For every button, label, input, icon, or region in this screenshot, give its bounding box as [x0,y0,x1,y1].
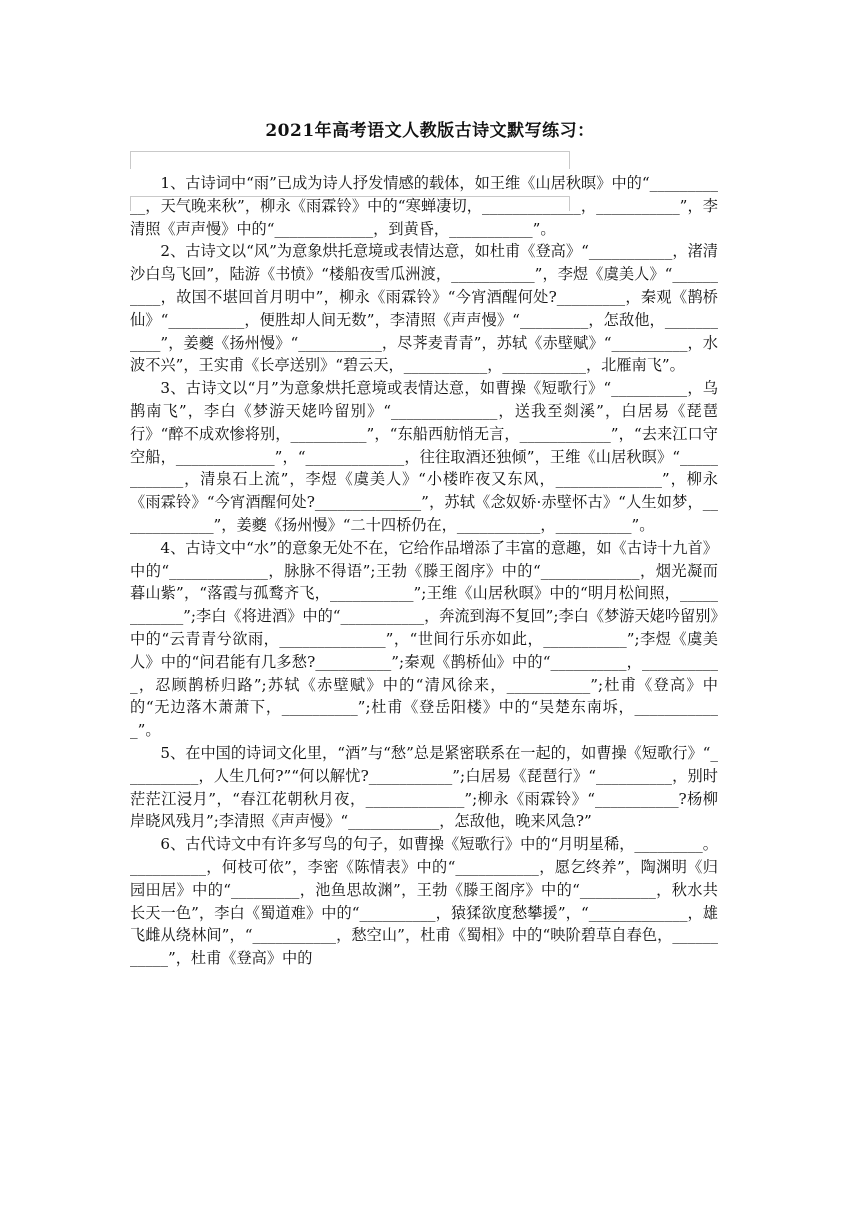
question-paragraph-4: 4、古诗文中“水”的意象无处不在，它给作品增添了丰富的意趣，如《古诗十九首》中的“_____________，脉脉不得语”;王勃《滕王阁序》中的“_____________，烟光凝而暮山紫”，“落霞与孤鹜齐飞，___________”;王维《山居秋暝》中的“明月松间照，____________”;李白《将进酒》中的“___________，奔流到海不复回”;李白《梦游天姥吟留别》中的“云青青兮欲雨，______________”，“世间行乐亦如此，___________”;李煜《虞美人》中的“问君能有几多愁?__________”;秦观《鹊桥仙》中的“__________，___________，忍顾鹊桥归路”;苏轼《赤壁赋》中的“清风徐来，___________”;杜甫《登高》中的“无边落木萧萧下，__________”;杜甫《登岳阳楼》中的“吴楚东南坼，____________”。 [130,538,718,740]
question-paragraph-6: 6、古代诗文中有许多写鸟的句子，如曹操《短歌行》中的“月明星稀，_________。__________，何枝可依”，李密《陈情表》中的“___________，愿乞终养”，陶渊明《归园田居》中的“_________，池鱼思故渊”，王勃《滕王阁序》中的“__________，秋水共长天一色”，李白《蜀道难》中的“__________，猿猱欲度愁攀援”，“_____________，雄飞雌从绕林间”，“___________，愁空山”，杜甫《蜀相》中的“映阶碧草自春色，___________”，杜甫《登高》中的 [130,835,718,968]
question-paragraph-1: 1、古诗词中“雨”已成为诗人抒发情感的载体，如王维《山居秋暝》中的“___________，天气晚来秋”，柳永《雨霖铃》中的“寒蝉凄切，_____________，___________”，李清照《声声慢》中的“_____________，到黄昏，___________”。 [130,174,718,238]
decorative-box-top [130,151,570,169]
question-paragraph-3: 3、古诗文以“月”为意象烘托意境或表情达意，如曹操《短歌行》“__________，乌鹊南飞”，李白《梦游天姥吟留别》“______________，送我至剡溪”，白居易《琵琶行》“醉不成欢惨将别，__________”，“东船西舫悄无言，____________”，“去来江口守空船，_____________”，“_____________，往往取酒还独倾”，王维《山居秋暝》“____________，清泉石上流”，李煜《虞美人》“小楼昨夜又东风，______________”，柳永《雨霖铃》“今宵酒醒何处?______________”，苏轼《念奴娇·赤壁怀古》“人生如梦，_____________”，姜夔《扬州慢》“二十四桥仍在，___________，__________”。 [130,379,718,534]
question-paragraph-2: 2、古诗文以“风”为意象烘托意境或表情达意，如杜甫《登高》“___________，渚清沙白鸟飞回”，陆游《书愤》“楼船夜雪瓜洲渡，___________”，李煜《虞美人》“__________，故国不堪回首月明中”，柳永《雨霖铃》“今宵酒醒何处?_________，秦观《鹊桥仙》“__________，便胜却人间无数”，李清照《声声慢》“_________，怎敌他，___________”，姜夔《扬州慢》“___________，尽荠麦青青”，苏轼《赤壁赋》“__________，水波不兴”，王实甫《长亭送别》“碧云天，___________，___________，北雁南飞”。 [130,242,718,375]
document-title: 2021年高考语文人教版古诗文默写练习： [265,121,595,141]
document-body [130,172,718,970]
question-paragraph-5: 5、在中国的诗词文化里，“酒”与“愁”总是紧密联系在一起的，如曹操《短歌行》“__________，人生几何?”“何以解忧?___________”;白居易《琵琶行》“__________，别时茫茫江浸月”，“春江花朝秋月夜，_____________”;柳永《雨霖铃》“___________?杨柳岸晓风残月”;李清照《声声慢》“____________，怎敌他，晚来风急?” [130,743,718,831]
